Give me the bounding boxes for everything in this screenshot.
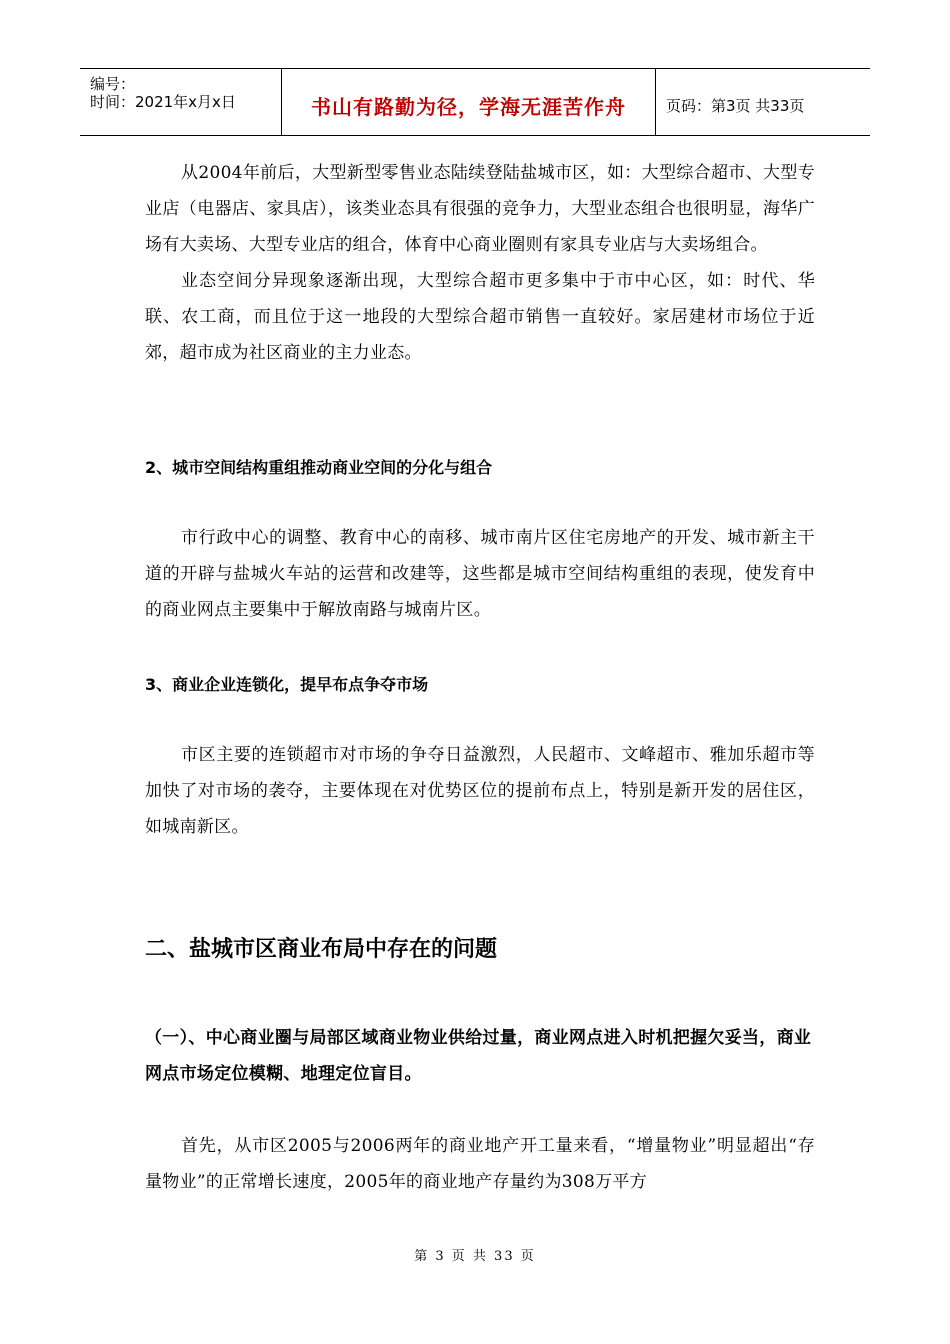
document-number-label: 编号： [90,75,136,93]
paragraph-5: 首先，从市区2005与2006两年的商业地产开工量来看，“增量物业”明显超出“存量物业”的正常增长速度，2005年的商业地产存量约为308万平方 [145,1136,815,1192]
header-meta-cell [80,69,282,135]
heading-item-2: 2、城市空间结构重组推动商业空间的分化与组合 [145,458,493,477]
header-motto-cell [282,69,656,135]
paragraph-3: 市行政中心的调整、教育中心的南移、城市南片区住宅房地产的开发、城市新主干道的开辟与盐城火车站的运营和改建等，这些都是城市空间结构重组的表现，使发育中的商业网点主要集中于解放南路与城南片区。 [145,528,815,620]
header-motto: 书山有路勤为径，学海无涯苦作舟 [311,95,626,119]
header-page-number: 页码：第3页 共33页 [666,97,805,115]
body-block-3 [145,737,815,845]
header-page-cell [656,69,870,135]
body-block-1 [145,155,815,371]
document-time-label: 时间：2021年x月x日 [90,93,236,111]
body-block-4 [145,1128,815,1200]
paragraph-1: 从2004年前后，大型新型零售业态陆续登陆盐城市区，如：大型综合超市、大型专业店（电器店、家具店），该类业态具有很强的竞争力，大型业态组合也很明显，海华广场有大卖场、大型专业店的组合，体育中心商业圈则有家具专业店与大卖场组合。 [145,163,815,255]
heading-item-3: 3、商业企业连锁化，提早布点争夺市场 [145,675,429,694]
paragraph-2: 业态空间分异现象逐渐出现，大型综合超市更多集中于市中心区，如：时代、华联、农工商，而且位于这一地段的大型综合超市销售一直较好。家居建材市场位于近郊，超市成为社区商业的主力业态。 [145,271,815,363]
page-header [80,68,870,136]
paragraph-4: 市区主要的连锁超市对市场的争夺日益激烈，人民超市、文峰超市、雅加乐超市等加快了对市场的袭夺，主要体现在对优势区位的提前布点上，特别是新开发的居住区，如城南新区。 [145,745,815,837]
page-footer: 第 3 页 共 33 页 [414,1249,536,1264]
subsection-title: （一）、中心商业圈与局部区域商业物业供给过量，商业网点进入时机把握欠妥当，商业网点市场定位模糊、地理定位盲目。 [145,1028,812,1084]
section-title: 二、盐城市区商业布局中存在的问题 [145,937,498,962]
body-block-2 [145,520,815,628]
